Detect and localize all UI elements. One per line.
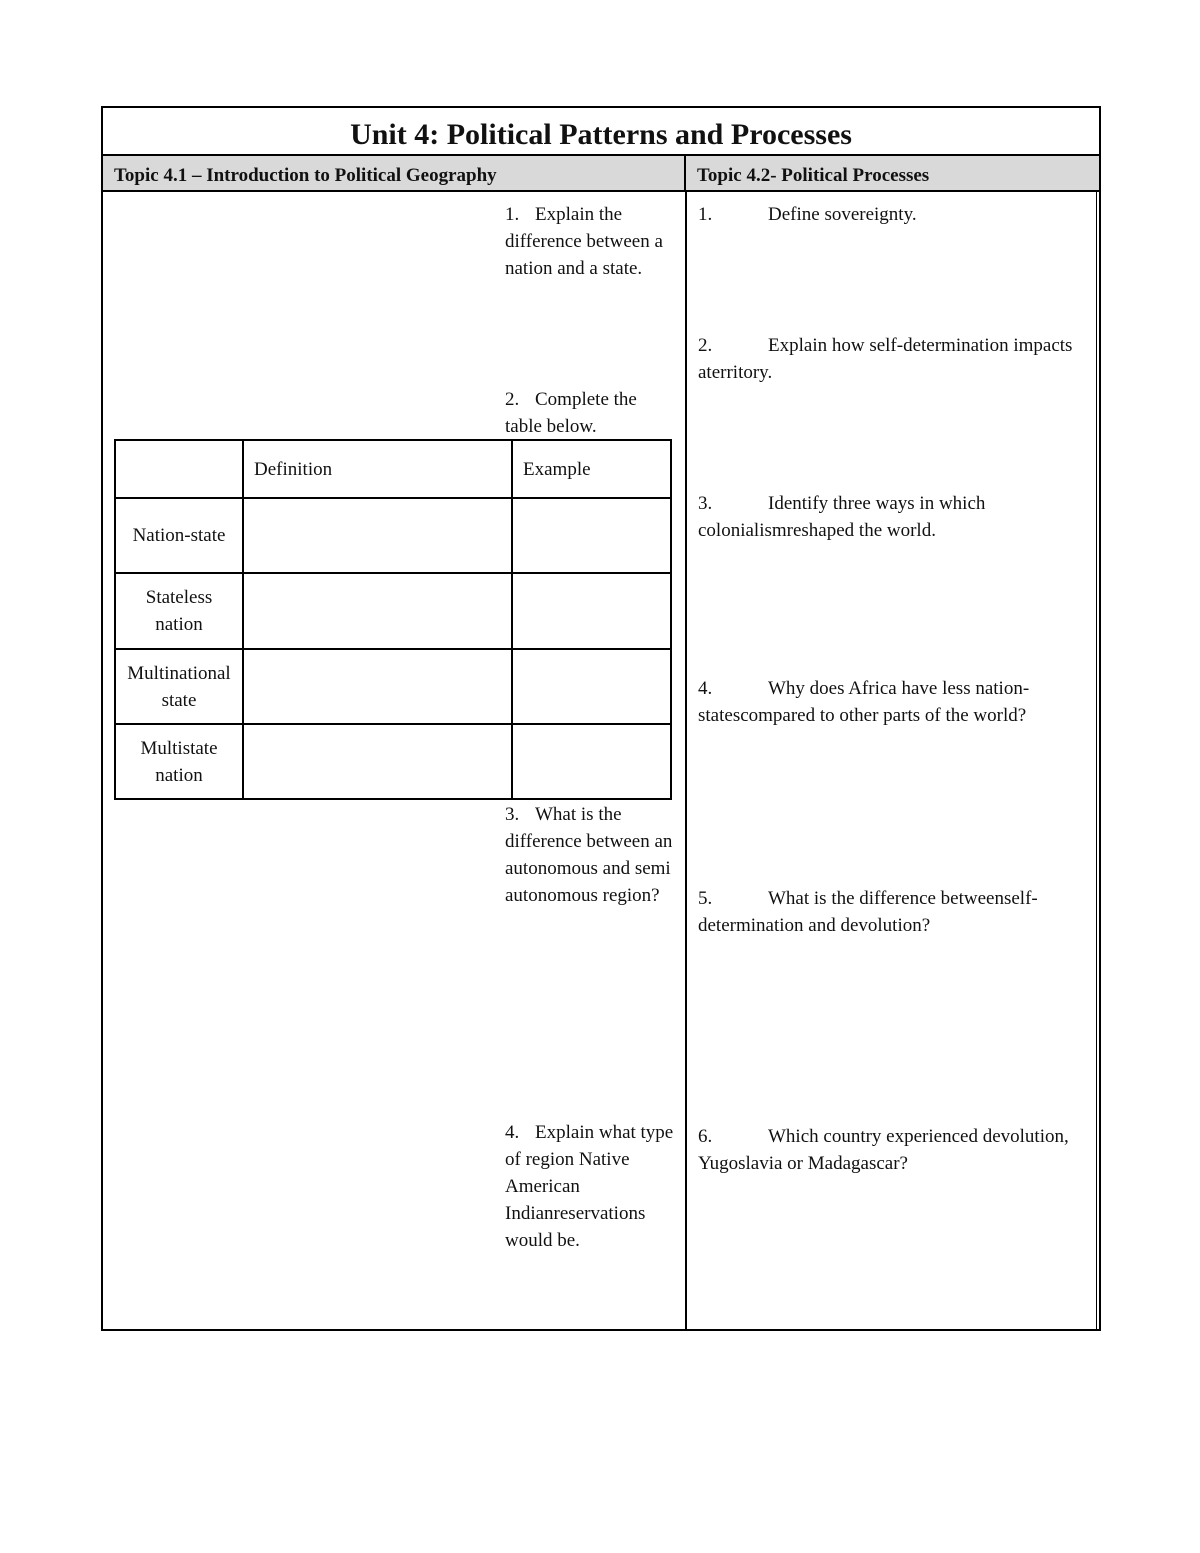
example-cell[interactable] xyxy=(512,724,671,799)
definition-cell[interactable] xyxy=(243,498,512,573)
worksheet-frame xyxy=(101,106,1101,1331)
definition-cell[interactable] xyxy=(243,724,512,799)
row-label-multinational-state: Multinational state xyxy=(115,649,243,724)
table-row xyxy=(115,498,671,573)
row-label-multistate-nation: Multistate nation xyxy=(115,724,243,799)
table-row xyxy=(115,573,671,649)
column-divider xyxy=(685,192,687,1329)
right-double-border xyxy=(1096,192,1097,1329)
row-label-nation-state: Nation-state xyxy=(115,498,243,573)
nation-state-table xyxy=(114,439,672,800)
table-row xyxy=(115,649,671,724)
table-header-row xyxy=(115,440,671,498)
example-header: Example xyxy=(512,440,671,498)
table-corner-cell xyxy=(115,440,243,498)
right-question-1: 1. Define sovereignty. xyxy=(698,204,917,225)
topic-4-2-heading: Topic 4.2- Political Processes xyxy=(697,165,930,186)
example-cell[interactable] xyxy=(512,573,671,649)
right-question-2: 2. Explain how self-determination impacts aterritory. xyxy=(698,335,1073,383)
left-question-2: 2. Complete the table below. xyxy=(505,389,637,437)
row-label-stateless-nation: Stateless nation xyxy=(115,573,243,649)
table-row xyxy=(115,724,671,799)
definition-cell[interactable] xyxy=(243,573,512,649)
left-question-1: 1. Explain the difference between a nation and a state. xyxy=(505,204,663,279)
right-question-5: 5. What is the difference betweenself-determination and devolution? xyxy=(698,888,1038,936)
topic-4-1-heading: Topic 4.1 – Introduction to Political Geography xyxy=(103,156,686,190)
right-question-3: 3. Identify three ways in which colonialismreshaped the world. xyxy=(698,493,986,541)
left-question-4: 4. Explain what type of region Native American Indianreservations would be. xyxy=(505,1122,674,1251)
example-cell[interactable] xyxy=(512,498,671,573)
definition-header: Definition xyxy=(243,440,512,498)
left-question-3: 3. What is the difference between an autonomous and semi autonomous region? xyxy=(505,804,673,906)
example-cell[interactable] xyxy=(512,649,671,724)
right-question-4: 4. Why does Africa have less nation-statescompared to other parts of the world? xyxy=(698,678,1030,726)
page-title: Unit 4: Political Patterns and Processes xyxy=(103,108,1099,156)
right-question-6: 6. Which country experienced devolution, Yugoslavia or Madagascar? xyxy=(698,1126,1069,1174)
topic-header-row xyxy=(103,156,1099,192)
definition-cell[interactable] xyxy=(243,649,512,724)
